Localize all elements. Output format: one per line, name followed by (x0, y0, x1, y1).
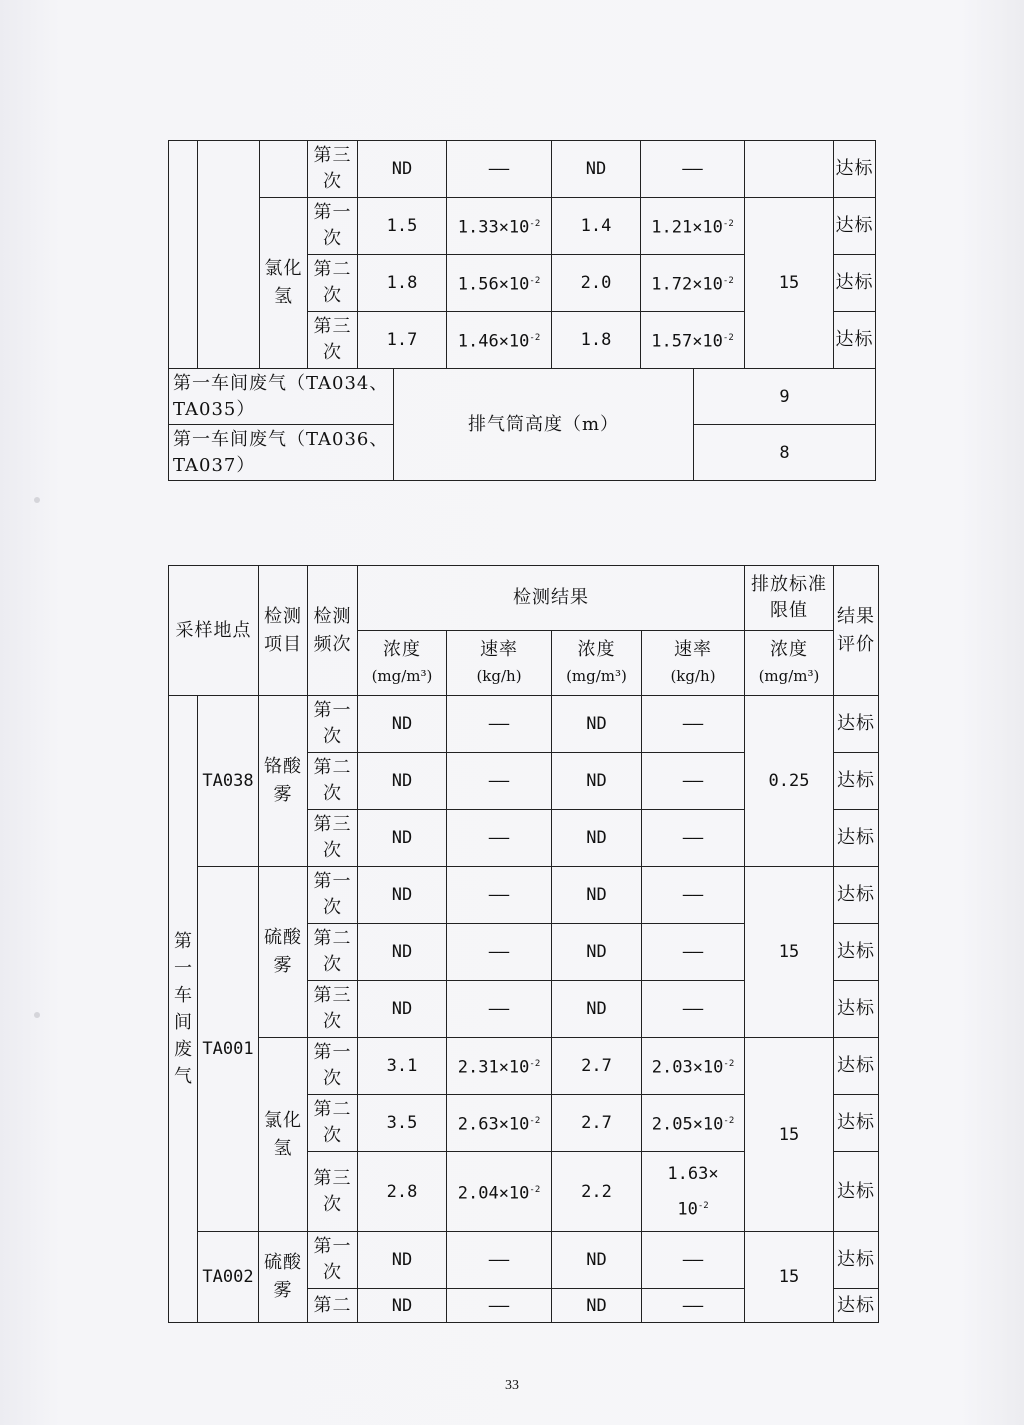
rate2-cell: —— (642, 924, 745, 981)
conc2-cell: ND (552, 696, 642, 753)
freq-cell: 第三次 (308, 141, 358, 198)
header-freq: 检测频次 (308, 566, 358, 696)
conc2-cell: ND (552, 141, 641, 198)
limit-sulfuric-2: 15 (745, 1232, 834, 1323)
conc1-cell: 1.5 (358, 198, 447, 255)
rate2-cell: $1.57\times 10^{-2}$ (641, 312, 745, 369)
rate2-cell: —— (642, 1232, 745, 1289)
stack-height-value-1: 9 (694, 369, 876, 425)
rate2-cell: 1.63× $10^{-2}$ (642, 1152, 745, 1232)
rate2-cell: —— (642, 1289, 745, 1323)
conc1-cell: ND (358, 1289, 447, 1323)
table-row (169, 867, 879, 924)
eval-cell: 达标 (834, 924, 879, 981)
conc1-cell: ND (358, 867, 447, 924)
conc2-cell: 2.7 (552, 1095, 642, 1152)
freq-cell: 第一次 (308, 1038, 358, 1095)
rate1-cell: —— (447, 141, 552, 198)
freq-cell: 第三次 (308, 981, 358, 1038)
eval-cell: 达标 (834, 810, 879, 867)
rate1-cell: —— (447, 924, 552, 981)
freq-cell: 第二次 (308, 255, 358, 312)
eval-cell: 达标 (834, 1232, 879, 1289)
header-conc-2: 浓度 (mg/m³) (552, 631, 642, 696)
conc2-cell: ND (552, 981, 642, 1038)
conc1-cell: 1.8 (358, 255, 447, 312)
conc2-cell: 2.2 (552, 1152, 642, 1232)
eval-cell: 达标 (834, 1289, 879, 1323)
header-row (169, 566, 879, 631)
rate2-cell: $2.05\times 10^{-2}$ (642, 1095, 745, 1152)
eval-cell: 达标 (834, 867, 879, 924)
freq-cell: 第二次 (308, 924, 358, 981)
stack-height-table (168, 368, 876, 481)
conc2-cell: ND (552, 1232, 642, 1289)
outlet-ta038: TA038 (198, 696, 259, 867)
conc1-cell: 1.7 (358, 312, 447, 369)
conc1-cell: ND (358, 753, 447, 810)
rate1-cell: —— (447, 810, 552, 867)
rate1-cell: $1.56\times 10^{-2}$ (447, 255, 552, 312)
conc2-cell: 1.4 (552, 198, 641, 255)
freq-cell: 第一次 (308, 1232, 358, 1289)
rate1-cell: —— (447, 753, 552, 810)
freq-cell: 第二次 (308, 753, 358, 810)
conc2-cell: ND (552, 924, 642, 981)
conc1-cell: 3.5 (358, 1095, 447, 1152)
item-hcl-cell: 氯化氢 (260, 198, 308, 369)
rate1-cell: —— (447, 1232, 552, 1289)
header-conc-1: 浓度 (mg/m³) (358, 631, 447, 696)
conc1-cell: ND (358, 810, 447, 867)
eval-cell: 达标 (834, 312, 876, 369)
conc1-cell: ND (358, 1232, 447, 1289)
rate2-cell: —— (641, 141, 745, 198)
limit-cell-blank (745, 141, 834, 198)
header-rate-1: 速率 (kg/h) (447, 631, 552, 696)
eval-cell: 达标 (834, 753, 879, 810)
rate1-cell: $2.63\times 10^{-2}$ (447, 1095, 552, 1152)
limit-hcl: 15 (745, 1038, 834, 1232)
header-result: 检测结果 (358, 566, 745, 631)
freq-cell: 第一次 (308, 198, 358, 255)
conc1-cell: 2.8 (358, 1152, 447, 1232)
conc1-cell: 3.1 (358, 1038, 447, 1095)
rate2-cell: —— (642, 867, 745, 924)
rate1-cell: —— (447, 981, 552, 1038)
freq-cell: 第三次 (308, 1152, 358, 1232)
stack-label-2: 第一车间废气（TA036、TA037） (169, 425, 394, 481)
rate1-cell: —— (447, 696, 552, 753)
rate2-cell: —— (642, 753, 745, 810)
rate1-cell: —— (447, 1289, 552, 1323)
rate2-cell: $1.72\times 10^{-2}$ (641, 255, 745, 312)
freq-cell: 第三次 (308, 810, 358, 867)
eval-cell: 达标 (834, 141, 876, 198)
limit-hcl-cell: 15 (745, 198, 834, 369)
header-rate-2: 速率 (kg/h) (642, 631, 745, 696)
rate2-cell: —— (642, 696, 745, 753)
eval-cell: 达标 (834, 198, 876, 255)
rate1-cell: $1.46\times 10^{-2}$ (447, 312, 552, 369)
conc2-cell: ND (552, 753, 642, 810)
freq-cell: 第二次 (308, 1095, 358, 1152)
freq-cell: 第一次 (308, 696, 358, 753)
rate2-cell: —— (642, 810, 745, 867)
eval-cell: 达标 (834, 696, 879, 753)
stack-label-1: 第一车间废气（TA034、TA035） (169, 369, 394, 425)
conc2-cell: 1.8 (552, 312, 641, 369)
hcl-continuation-table (168, 140, 876, 369)
item-sulfuric-2: 硫酸雾 (259, 1232, 308, 1323)
outlet-ta001: TA001 (198, 867, 259, 1232)
freq-cell: 第三次 (308, 312, 358, 369)
stack-height-value-2: 8 (694, 425, 876, 481)
table-row (169, 1038, 879, 1095)
item-sulfuric: 硫酸雾 (259, 867, 308, 1038)
table-row (169, 198, 876, 255)
item-hcl: 氯化氢 (259, 1038, 308, 1232)
header-eval: 结果评价 (834, 566, 879, 696)
header-standard: 排放标准限值 (745, 566, 834, 631)
limit-sulfuric: 15 (745, 867, 834, 1038)
item-cell-blank (260, 141, 308, 198)
binding-hole (34, 1012, 40, 1018)
conc1-cell: ND (358, 696, 447, 753)
eval-cell: 达标 (834, 1038, 879, 1095)
conc2-cell: ND (552, 867, 642, 924)
freq-cell: 第二 (308, 1289, 358, 1323)
monitoring-results-table (168, 565, 879, 1323)
table-row (169, 369, 876, 425)
table-row (169, 141, 876, 198)
rate2-cell: $1.21\times 10^{-2}$ (641, 198, 745, 255)
header-conc-limit: 浓度 (mg/m³) (745, 631, 834, 696)
header-item: 检测项目 (259, 566, 308, 696)
rate2-cell: —— (642, 981, 745, 1038)
binding-hole (34, 497, 40, 503)
item-chromic: 铬酸雾 (259, 696, 308, 867)
eval-cell: 达标 (834, 1152, 879, 1232)
conc2-cell: ND (552, 1289, 642, 1323)
header-site: 采样地点 (169, 566, 259, 696)
table-row (169, 1232, 879, 1289)
conc1-cell: ND (358, 924, 447, 981)
stack-height-label: 排气筒高度（m） (394, 369, 694, 481)
conc1-cell: ND (358, 141, 447, 198)
conc1-cell: ND (358, 981, 447, 1038)
limit-chromic: 0.25 (745, 696, 834, 867)
rate2-cell: $2.03\times 10^{-2}$ (642, 1038, 745, 1095)
rate1-cell: $1.33\times 10^{-2}$ (447, 198, 552, 255)
page-number: 33 (505, 1378, 519, 1393)
rate1-cell: $2.31\times 10^{-2}$ (447, 1038, 552, 1095)
outlet-ta002: TA002 (198, 1232, 259, 1323)
conc2-cell: ND (552, 810, 642, 867)
table-row (169, 696, 879, 753)
site-cell-blank (169, 141, 198, 369)
rate1-cell: $2.04\times 10^{-2}$ (447, 1152, 552, 1232)
freq-cell: 第一次 (308, 867, 358, 924)
eval-cell: 达标 (834, 981, 879, 1038)
conc2-cell: 2.0 (552, 255, 641, 312)
eval-cell: 达标 (834, 255, 876, 312)
rate1-cell: —— (447, 867, 552, 924)
site-cell: 第一车间废气 (169, 696, 198, 1323)
conc2-cell: 2.7 (552, 1038, 642, 1095)
eval-cell: 达标 (834, 1095, 879, 1152)
outlet-cell-blank (198, 141, 260, 369)
